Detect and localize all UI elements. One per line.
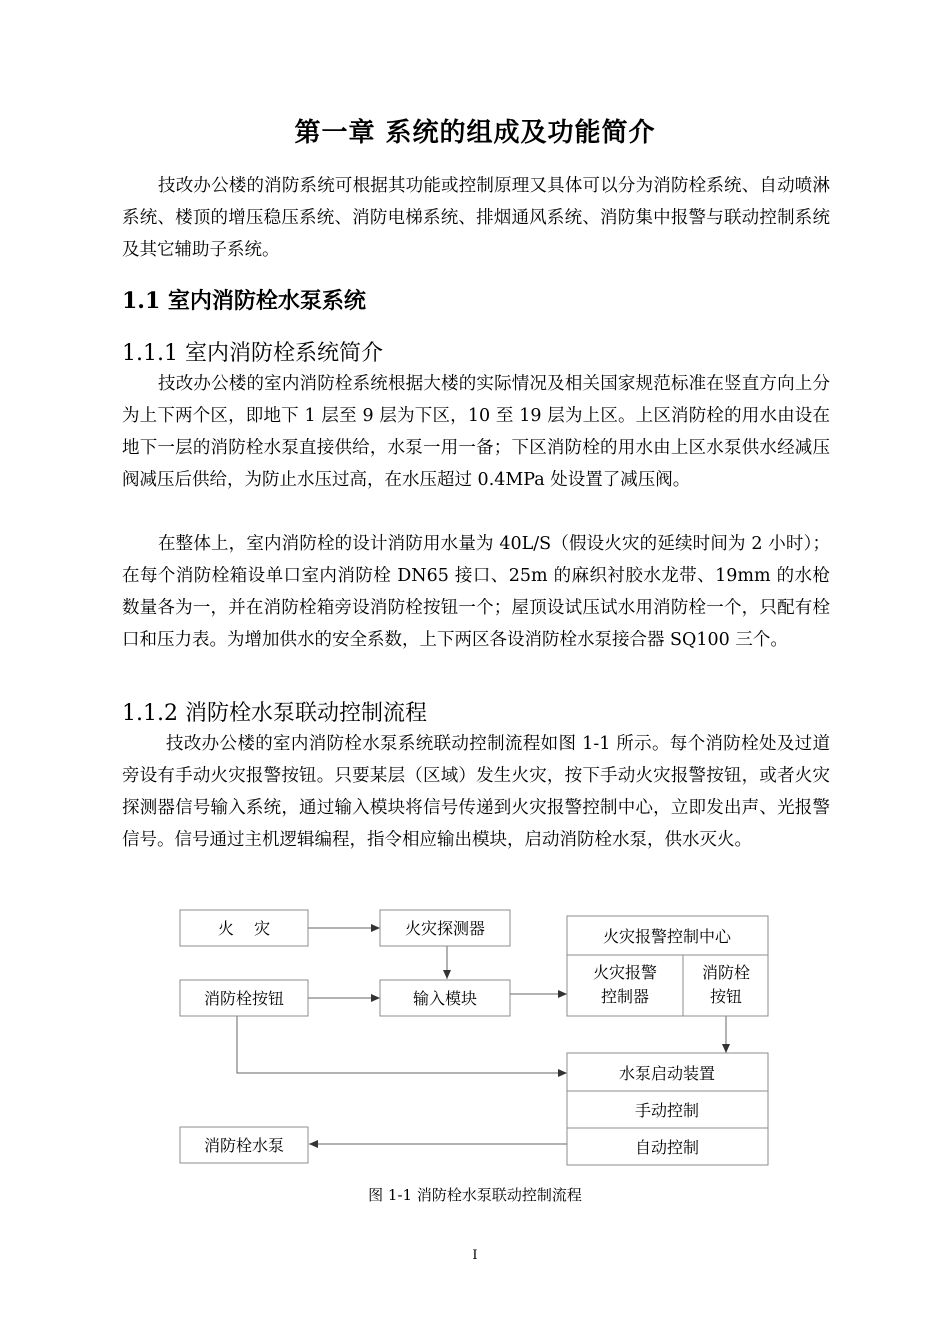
node-fire-detector-label: 火灾探测器 <box>404 919 486 938</box>
arrow-button-to-pump-start <box>237 1016 567 1073</box>
alarm-controller-label-line1: 火灾报警 <box>592 963 658 982</box>
node-input-module <box>380 980 510 1016</box>
alarm-controller-label-line2: 控制器 <box>600 987 650 1006</box>
subsection-heading-1-1-1: 1.1.1 室内消防栓系统简介 <box>122 341 383 366</box>
node-fire-detector <box>380 910 510 946</box>
node-alarm-control-center <box>567 916 768 1016</box>
paragraph-1-1-2: 技改办公楼的室内消防栓水泵系统联动控制流程如图 1-1 所示。每个消防栓处及过道旁设有手动火灾报警按钮。只要某层（区域）发生火灾，按下手动火灾报警按钮，或者火灾探测器信号输入系统，通过输入模块将信号传递到火灾报警控制中心，立即发出声、光报警信号。信号通过主机逻辑编程，指令相应输出模块，启动消防栓水泵，供水灭火。 <box>122 734 830 850</box>
node-fire-label: 火 灾 <box>217 919 271 938</box>
paragraph-1-1-1-a: 技改办公楼的室内消防栓系统根据大楼的实际情况及相关国家规范标准在竖直方向上分为上下两个区，即地下 1 层至 9 层为下区，10 至 19 层为上区。上区消防栓的用水由设在地下一层的消防栓水泵直接供给，水泵一用一备；下区消防栓的用水由上区水泵供水经减压阀减压后供给，为防止水压过高，在水压超过 0.4MPa 处设置了减压阀。 <box>122 374 830 490</box>
node-hydrant-pump <box>180 1127 308 1163</box>
auto-control-label: 自动控制 <box>634 1138 700 1157</box>
node-hydrant-button-label: 消防栓按钮 <box>203 989 285 1008</box>
node-fire <box>180 910 308 946</box>
pump-start-label: 水泵启动装置 <box>618 1064 716 1083</box>
center-button-label-line2: 按钮 <box>709 987 743 1006</box>
center-button-label-line1: 消防栓 <box>701 963 751 982</box>
node-hydrant-button <box>180 980 308 1016</box>
page-number: I <box>472 1248 478 1263</box>
paragraph-1-1-1-b: 在整体上，室内消防栓的设计消防用水量为 40L/S（假设火灾的延续时间为 2 小时）；在每个消防栓箱设单口室内消防栓 DN65 接口、25m 的麻织衬胶水龙带、19mm 的水枪数量各为一，并在消防栓箱旁设消防栓按钮一个；屋顶设试压试水用消防栓一个，只配有栓口和压力表。为增加供水的安全系数，上下两区各设消防栓水泵接合器 SQ100 三个。 <box>122 534 830 650</box>
node-input-module-label: 输入模块 <box>412 989 478 1008</box>
manual-control-label: 手动控制 <box>634 1101 700 1120</box>
chapter-title: 第一章 系统的组成及功能简介 <box>294 118 656 148</box>
node-hydrant-pump-label: 消防栓水泵 <box>203 1136 285 1155</box>
control-center-title: 火灾报警控制中心 <box>602 927 732 946</box>
subsection-heading-1-1-2: 1.1.2 消防栓水泵联动控制流程 <box>122 701 427 726</box>
intro-paragraph: 技改办公楼的消防系统可根据其功能或控制原理又具体可以分为消防栓系统、自动喷淋系统、楼顶的增压稳压系统、消防电梯系统、排烟通风系统、消防集中报警与联动控制系统及其它辅助子系统。 <box>122 176 830 260</box>
figure-caption: 图 1-1 消防栓水泵联动控制流程 <box>368 1186 582 1204</box>
node-pump-start-device <box>567 1053 768 1165</box>
section-heading-1-1: 1.1 室内消防栓水泵系统 <box>122 288 366 314</box>
